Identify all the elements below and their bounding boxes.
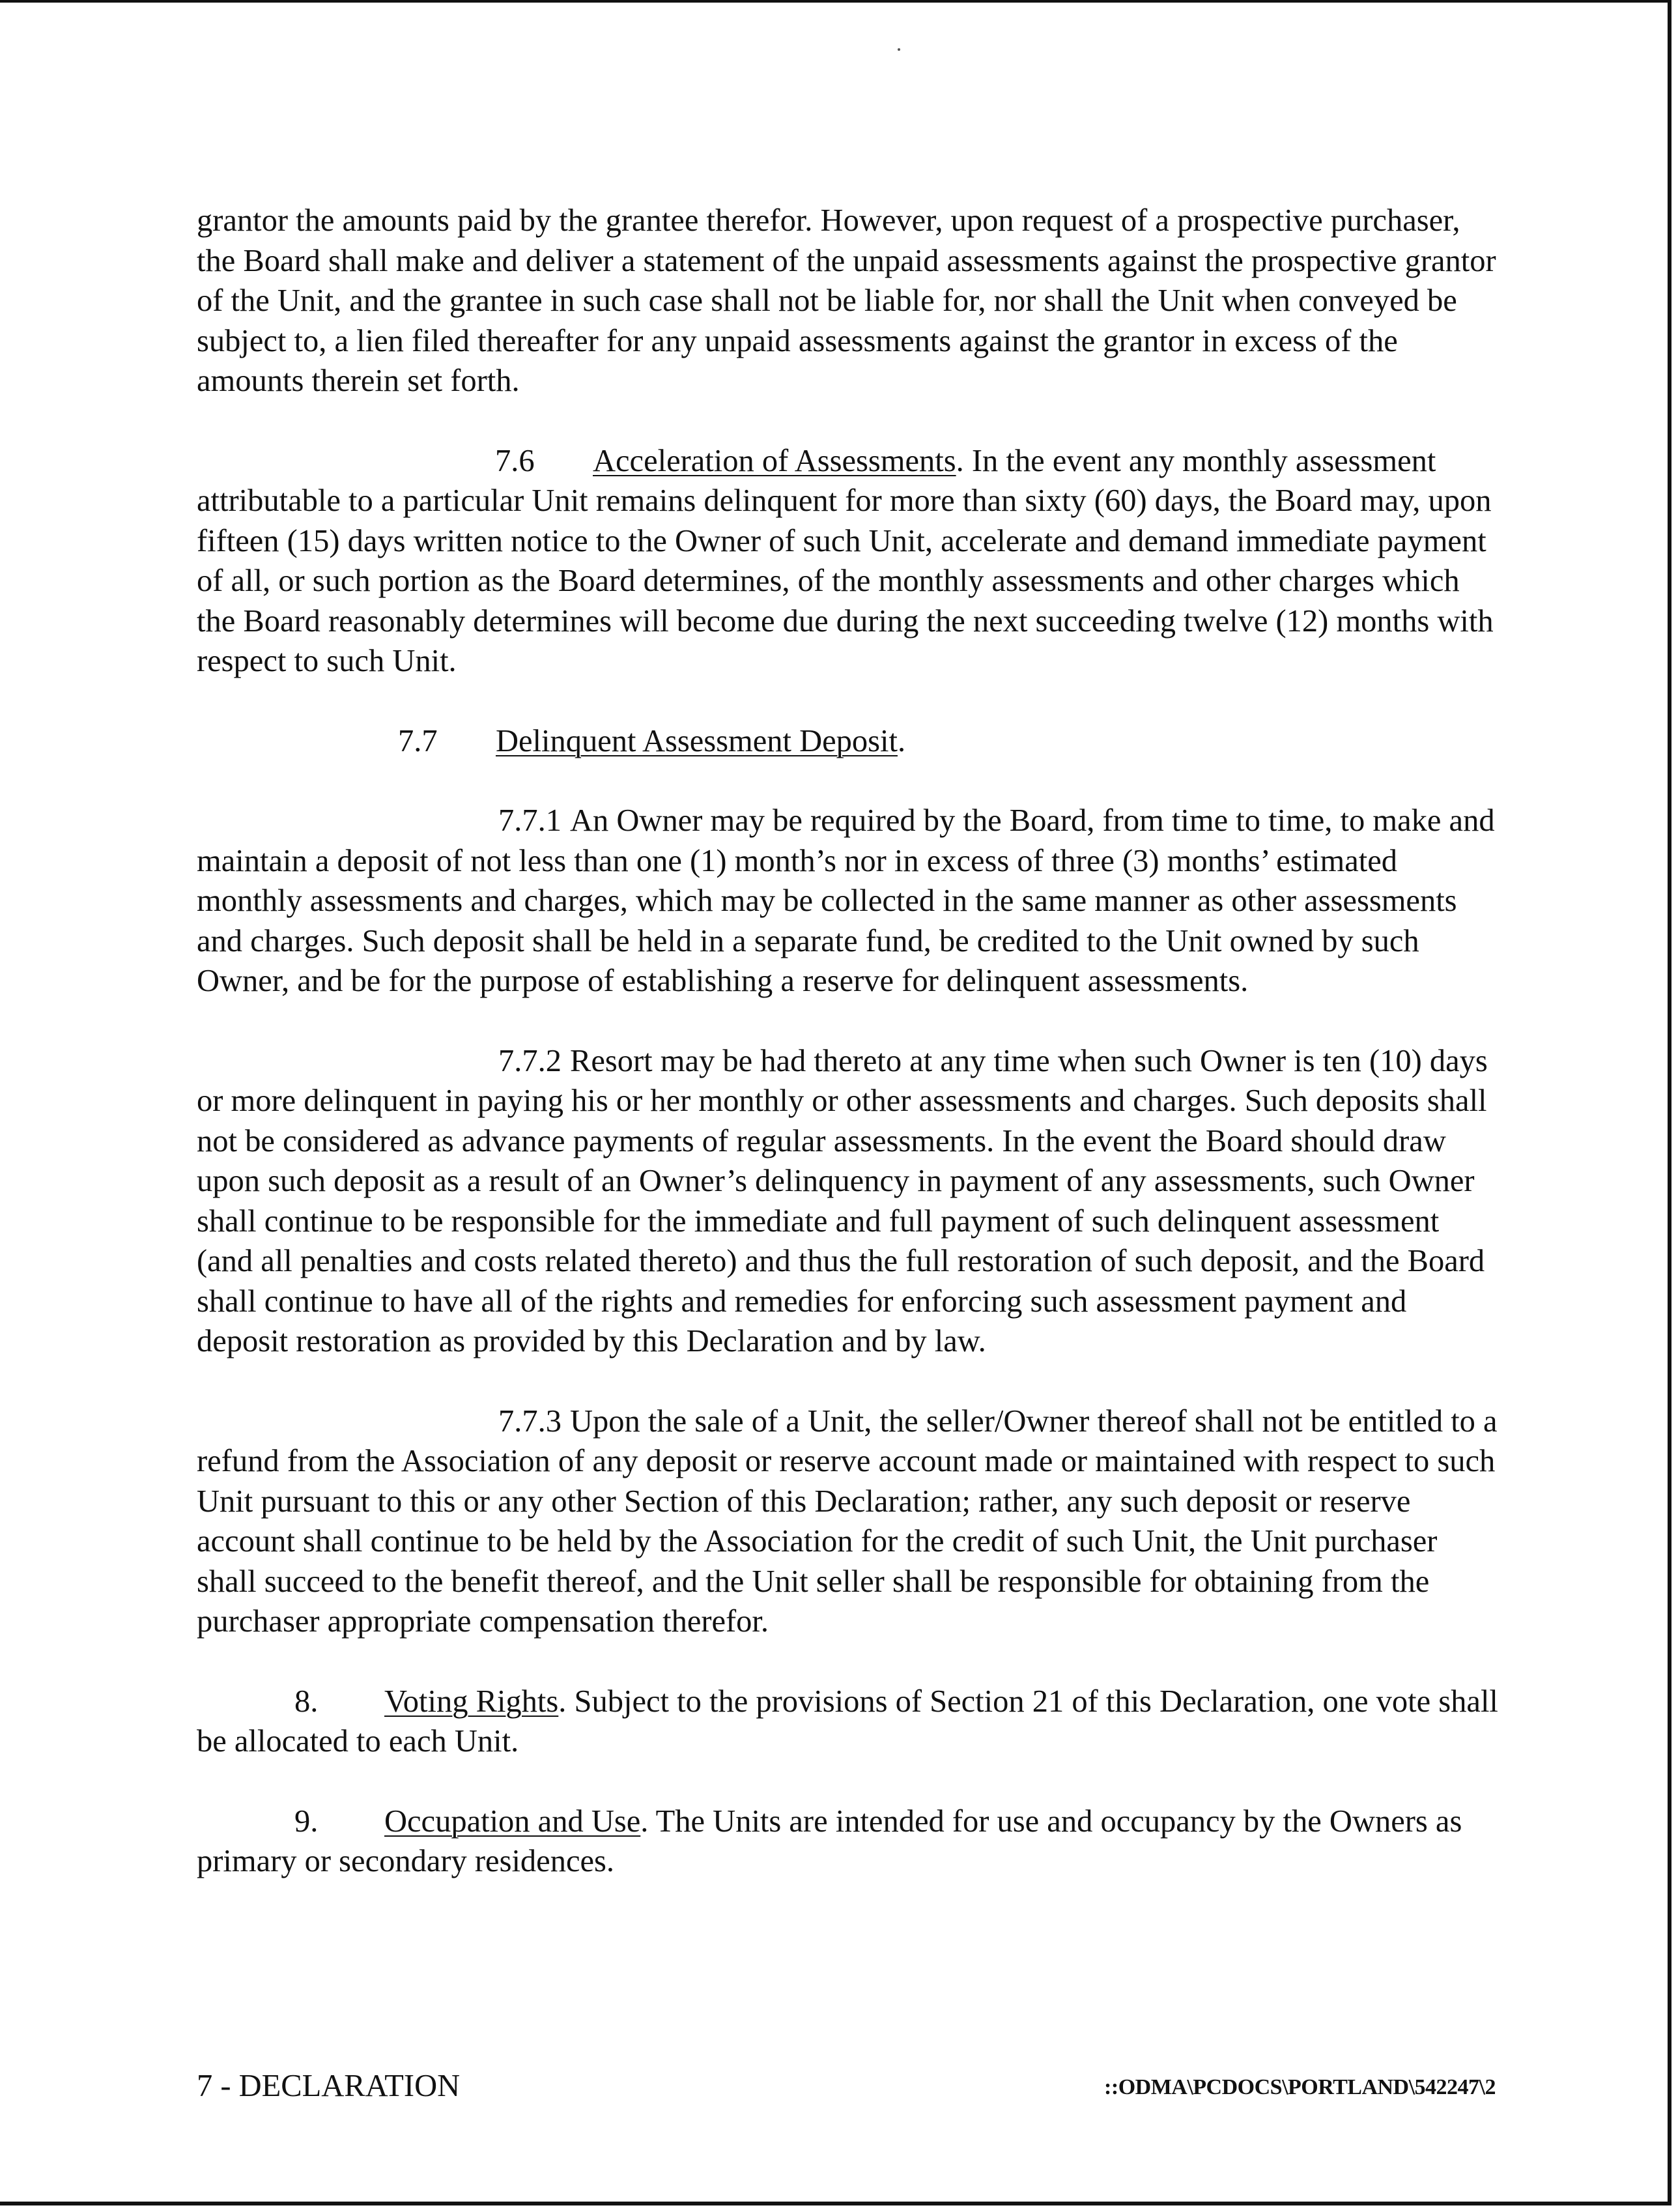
section-text: . — [897, 723, 906, 758]
section-heading: Delinquent Assessment Deposit — [496, 723, 898, 758]
section-number: 7.7.2 — [498, 1043, 562, 1078]
section-heading: Acceleration of Assessments — [593, 443, 956, 478]
section-7-7-1 — [197, 801, 1500, 1001]
section-text: Upon the sale of a Unit, the seller/Owner thereof shall not be entitled to a refund from the Association of any deposit or reserve account made or maintained with respect to such Unit pursuant to this or any other Section of this Declaration; rather, any such deposit or reserve account shall continue to be held by the Association for the credit of such Unit, the Unit purchaser shall succeed to the benefit thereof, and the Unit seller shall be responsible for obtaining from the purchaser appropriate compensation therefor. — [197, 1403, 1498, 1639]
section-number: 7.7.1 — [498, 803, 562, 838]
section-9 — [197, 1802, 1500, 1882]
section-7-7 — [197, 721, 1500, 762]
section-text: . The Units are intended for use and occupancy by the Owners as primary or secondary residences. — [197, 1803, 1462, 1878]
section-text: . Subject to the provisions of Section 21 of this Declaration, one vote shall be allocated to each Unit. — [197, 1684, 1498, 1759]
section-7-7-3 — [197, 1401, 1500, 1642]
paragraph-continuation: grantor the amounts paid by the grantee therefor. However, upon request of a prospective purchaser, the Board shall make and deliver a statement of the unpaid assessments against the prospective grantor of the Unit, and the grantee in such case shall not be liable for, nor shall the Unit when conveyed be subject to, a lien filed thereafter for any unpaid assessments against the grantor in excess of the amounts therein set forth. — [197, 203, 1496, 398]
footer-document-path: ::ODMA\PCDOCS\PORTLAND\542247\2 — [1104, 2075, 1496, 2099]
section-number: 7.7 — [398, 723, 438, 758]
section-number: 8. — [294, 1684, 319, 1719]
section-number: 7.6 — [495, 443, 535, 478]
section-heading: Voting Rights — [384, 1684, 559, 1719]
section-number: 7.7.3 — [498, 1403, 562, 1439]
section-heading: Occupation and Use — [384, 1803, 641, 1839]
document-body — [197, 201, 1500, 1882]
section-text: . In the event any monthly assessment attributable to a particular Unit remains delinquent for more than sixty (60) days, the Board may, upon fifteen (15) days written notice to the Owner of such Unit, accelerate and demand immediate payment of all, or such portion as the Board determines, of the monthly assessments and other charges which the Board reasonably determines will become due during the next succeeding twelve (12) months with respect to such Unit. — [197, 443, 1494, 678]
section-8 — [197, 1682, 1500, 1762]
section-7-7-2 — [197, 1041, 1500, 1362]
section-text: Resort may be had thereto at any time when such Owner is ten (10) days or more delinquent in paying his or her monthly or other assessments and charges. Such deposits shall not be considered as advance payments of regular assessments. In the event the Board should draw upon such deposit as a result of an Owner’s delinquency in payment of any assessments, such Owner shall continue to be responsible for the immediate and full payment of such delinquent assessment (and all penalties and costs related thereto) and thus the full restoration of such deposit, and the Board shall continue to have all of the rights and remedies for enforcing such assessment payment and deposit restoration as provided by this Declaration and by law. — [197, 1043, 1488, 1358]
section-7-6 — [197, 441, 1500, 682]
section-text: An Owner may be required by the Board, from time to time, to make and maintain a deposit of not less than one (1) month’s nor in excess of three (3) months’ estimated monthly assessments and charges, which may be collected in the same manner as other assessments and charges. Such deposit shall be held in a separate fund, be credited to the Unit owned by such Owner, and be for the purpose of establishing a reserve for delinquent assessments. — [197, 803, 1495, 998]
scan-speck — [898, 48, 900, 51]
footer-page-label: 7 - DECLARATION — [197, 2069, 461, 2103]
section-number: 9. — [294, 1803, 319, 1839]
